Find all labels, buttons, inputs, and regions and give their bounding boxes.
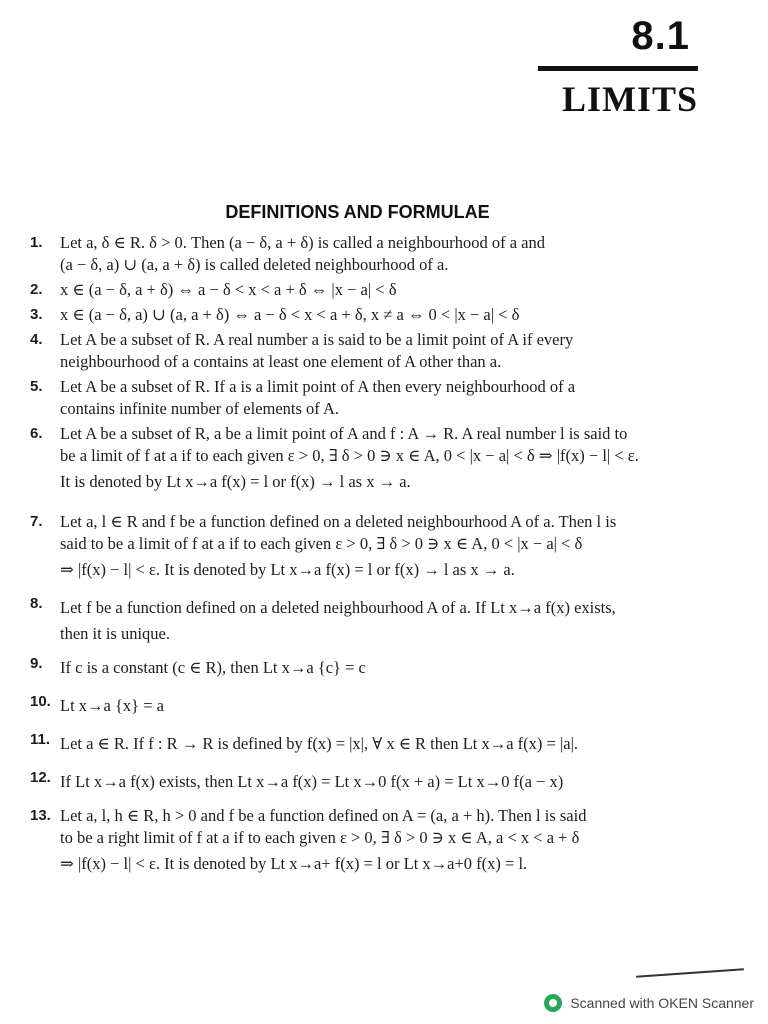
item-number: 12. bbox=[30, 769, 51, 786]
item-line: If c is a constant (c ∈ R), then Lt x→a {c} = c bbox=[60, 658, 366, 677]
item-number: 5. bbox=[30, 378, 43, 395]
item-number: 2. bbox=[30, 281, 43, 298]
item-line: Let A be a subset of R. A real number a is said to be a limit point of A if every bbox=[60, 330, 574, 349]
item-number: 9. bbox=[30, 655, 43, 672]
item-line: ⇒ |f(x) − l| < ε. It is denoted by Lt x→a+ f(x) = l or Lt x→a+0 f(x) = l. bbox=[60, 854, 528, 873]
item-line: Let A be a subset of R. If a is a limit point of A then every neighbourhood of a bbox=[60, 377, 576, 396]
item-line: If Lt x→a f(x) exists, then Lt x→a f(x) = Lt x→0 f(x + a) = Lt x→0 f(a − x) bbox=[60, 772, 564, 791]
item-line: x ∈ (a − δ, a + δ) ⇔ a − δ < x < a + δ ⇔ |x − a| < δ bbox=[60, 280, 397, 299]
list-item bbox=[30, 691, 735, 721]
item-line: Let a, l ∈ R and f be a function defined on a deleted neighbourhood A of a. Then l is bbox=[60, 512, 617, 531]
item-line: contains infinite number of elements of A. bbox=[60, 399, 340, 418]
item-line: Let A be a subset of R, a be a limit point of A and f : A → R. A real number l is said to bbox=[60, 424, 628, 443]
item-line: be a limit of f at a if to each given ε > 0, ∃ δ > 0 ∋ x ∈ A, 0 < |x − a| < δ ⇒ |f(x) − l| < ε. bbox=[60, 446, 639, 465]
list-item bbox=[30, 767, 735, 797]
item-line: to be a right limit of f at a if to each given ε > 0, ∃ δ > 0 ∋ x ∈ A, a < x < a + δ bbox=[60, 828, 580, 847]
chapter-rule bbox=[538, 66, 698, 71]
item-line: said to be a limit of f at a if to each given ε > 0, ∃ δ > 0 ∋ x ∈ A, 0 < |x − a| < δ bbox=[60, 534, 583, 553]
list-item bbox=[30, 304, 735, 326]
definitions-list bbox=[30, 232, 735, 882]
section-heading: DEFINITIONS AND FORMULAE bbox=[225, 202, 490, 222]
chapter-number: 8.1 bbox=[631, 14, 690, 58]
list-item bbox=[30, 376, 735, 420]
item-number: 1. bbox=[30, 234, 43, 251]
item-number: 4. bbox=[30, 331, 43, 348]
list-item bbox=[30, 279, 735, 301]
list-item bbox=[30, 329, 735, 373]
item-line: ⇒ |f(x) − l| < ε. It is denoted by Lt x→a f(x) = l or f(x) → l as x → a. bbox=[60, 560, 515, 579]
item-number: 13. bbox=[30, 807, 51, 824]
item-number: 8. bbox=[30, 595, 43, 612]
item-line: Lt x→a {x} = a bbox=[60, 696, 164, 715]
item-line: neighbourhood of a contains at least one element of A other than a. bbox=[60, 352, 502, 371]
scanner-watermark bbox=[544, 994, 754, 1012]
list-item bbox=[30, 593, 735, 645]
item-line: Let f be a function defined on a deleted neighbourhood A of a. If Lt x→a f(x) exists, bbox=[60, 598, 616, 617]
pen-mark bbox=[636, 968, 744, 978]
list-item bbox=[30, 729, 735, 759]
list-item bbox=[30, 511, 735, 585]
list-item bbox=[30, 232, 735, 276]
scanner-text: Scanned with OKEN Scanner bbox=[570, 995, 754, 1011]
chapter-title: LIMITS bbox=[561, 79, 698, 119]
list-item bbox=[30, 805, 735, 879]
item-line: It is denoted by Lt x→a f(x) = l or f(x) → l as x → a. bbox=[60, 472, 411, 491]
item-line: x ∈ (a − δ, a) ∪ (a, a + δ) ⇔ a − δ < x < a + δ, x ≠ a ⇔ 0 < |x − a| < δ bbox=[60, 305, 520, 324]
oken-scanner-logo-icon bbox=[544, 994, 562, 1012]
item-number: 10. bbox=[30, 693, 51, 710]
item-number: 3. bbox=[30, 306, 43, 323]
list-item bbox=[30, 423, 735, 497]
list-item bbox=[30, 653, 735, 683]
item-line: then it is unique. bbox=[60, 624, 170, 643]
item-line: Let a, δ ∈ R. δ > 0. Then (a − δ, a + δ) is called a neighbourhood of a and bbox=[60, 233, 545, 252]
item-number: 6. bbox=[30, 425, 43, 442]
item-number: 11. bbox=[30, 731, 51, 748]
item-line: (a − δ, a) ∪ (a, a + δ) is called deleted neighbourhood of a. bbox=[60, 255, 449, 274]
item-number: 7. bbox=[30, 513, 43, 530]
item-line: Let a ∈ R. If f : R → R is defined by f(x) = |x|, ∀ x ∈ R then Lt x→a f(x) = |a|. bbox=[60, 734, 579, 753]
item-line: Let a, l, h ∈ R, h > 0 and f be a function defined on A = (a, a + h). Then l is said bbox=[60, 806, 587, 825]
